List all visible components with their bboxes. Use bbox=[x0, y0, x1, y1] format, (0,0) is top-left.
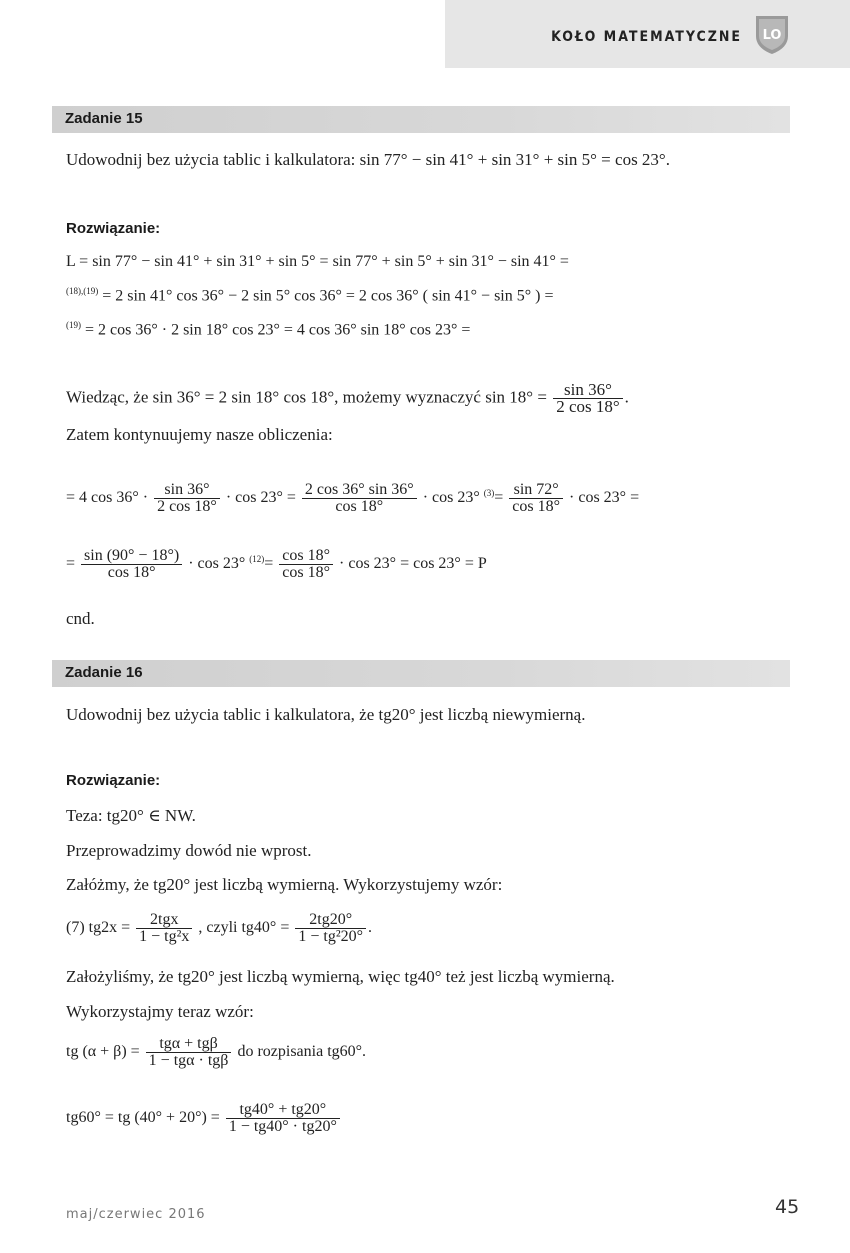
fraction: $\frac{2 \cos 36^\circ \sin 36^\circ}{\cos 18^\circ}$ bbox=[302, 482, 417, 515]
task-16-para-4: Wykorzystajmy teraz wzór: bbox=[66, 1002, 254, 1021]
task-16-para-3: Założyliśmy, że tg20° jest liczbą wymierną, więc tg40° też jest liczbą wymierną. bbox=[66, 967, 615, 986]
section-title: KOŁO MATEMATYCZNE bbox=[551, 29, 742, 45]
task-15-line-1: L = sin 77° − sin 41° + sin 31° + sin 5° = sin 77° + sin 5° + sin 31° − sin 41° = bbox=[66, 253, 569, 270]
task-15-equation-1: = 4 cos 36° · $\frac{\sin 36^\circ}{2 \cos 18^\circ}$ · cos 23° = $\frac{2 \cos 36^\circ \sin 36^\circ}{\cos 18^\circ}$ · cos 23° $^{(3)}$= $\frac{\sin 72^\circ}{\cos 18^\circ}$ · cos 23° = bbox=[66, 481, 640, 515]
task-16-thesis: Teza: tg20° ∈ NW. bbox=[66, 806, 196, 825]
fraction: $\frac{\text{tgα + tgβ}}{\text{1 − tgα · tgβ}}$ bbox=[146, 1036, 232, 1069]
fraction: $\frac{tg40^\circ + tg20^\circ}{1 - tg40^\circ \cdot tg20^\circ}$ bbox=[226, 1102, 340, 1135]
lo-shield-icon bbox=[752, 12, 792, 56]
task-15-line-3: $^{(19)}$ = 2 cos 36° · 2 sin 18° cos 23° = 4 cos 36° sin 18° cos 23° = bbox=[66, 320, 471, 339]
reference-mark: (3) bbox=[483, 487, 495, 498]
reference-mark: (18),(19) bbox=[66, 286, 99, 296]
task-15-solution-label: Rozwiązanie: bbox=[66, 220, 161, 237]
task-15-title: Zadanie 15 bbox=[65, 110, 143, 127]
fraction: $\frac{\sin 72^\circ}{\cos 18^\circ}$ bbox=[509, 482, 563, 515]
task-16-band bbox=[52, 660, 790, 687]
fraction: $\frac{\text{2tgx}}{\text{1 − tg²x}}$ bbox=[136, 912, 192, 945]
fraction: $\frac{\sin 36^\circ}{2 \cos 18^\circ}$ bbox=[154, 482, 220, 515]
fraction: $\frac{\sin 36^\circ}{2 \cos 18^\circ}$ bbox=[553, 382, 622, 415]
fraction: $\frac{\cos 18^\circ}{\cos 18^\circ}$ bbox=[279, 548, 333, 581]
task-15-knowing-line: Wiedząc, że sin 36° = 2 sin 18° cos 18°, możemy wyznaczyć sin 18° = $\frac{\sin 36^\circ}{2 \cos 18^\circ}$ . bbox=[66, 380, 629, 416]
task-15-statement: Udowodnij bez użycia tablic i kalkulatora: sin 77° − sin 41° + sin 31° + sin 5° = cos 23°. bbox=[66, 150, 670, 169]
task-16-para-1: Przeprowadzimy dowód nie wprost. bbox=[66, 841, 312, 860]
task-15-band bbox=[52, 106, 790, 133]
task-16-solution-label: Rozwiązanie: bbox=[66, 772, 161, 789]
task-16-formula-7: (7) tg2x = $\frac{\text{2tgx}}{\text{1 − tg²x}}$ , czyli tg40° = $\frac{2tg20^\circ}{\text{1 − tg²20°}}$ . bbox=[66, 911, 373, 945]
task-15-continue-line: Zatem kontynuujemy nasze obliczenia: bbox=[66, 425, 333, 444]
page-number: 45 bbox=[775, 1196, 800, 1218]
issue-date: maj/czerwiec 2016 bbox=[66, 1207, 206, 1222]
task-16-title: Zadanie 16 bbox=[65, 664, 143, 681]
task-16-sum-formula: tg (α + β) = $\frac{\text{tgα + tgβ}}{\text{1 − tgα · tgβ}}$ do rozpisania tg60°. bbox=[66, 1035, 367, 1069]
task-15-qed: cnd. bbox=[66, 609, 95, 628]
fraction: $\frac{2tg20^\circ}{\text{1 − tg²20°}}$ bbox=[295, 912, 366, 945]
fraction: $\frac{\sin (90^\circ - 18^\circ)}{\cos 18^\circ}$ bbox=[81, 548, 182, 581]
svg-text:LO: LO bbox=[762, 28, 782, 43]
task-16-tg60-formula: tg60° = tg (40° + 20°) = $\frac{tg40^\circ + tg20^\circ}{1 - tg40^\circ \cdot tg20^\circ}$ bbox=[66, 1102, 342, 1135]
reference-mark: (19) bbox=[66, 320, 81, 330]
reference-mark: (12) bbox=[249, 553, 265, 564]
task-16-statement: Udowodnij bez użycia tablic i kalkulatora, że tg20° jest liczbą niewymierną. bbox=[66, 705, 586, 724]
task-15-line-2: $^{(18),(19)}$ = 2 sin 41° cos 36° − 2 sin 5° cos 36° = 2 cos 36° ( sin 41° − sin 5° ) = bbox=[66, 286, 554, 305]
task-16-para-2: Załóżmy, że tg20° jest liczbą wymierną. Wykorzystujemy wzór: bbox=[66, 875, 503, 894]
task-15-equation-2: = $\frac{\sin (90^\circ - 18^\circ)}{\cos 18^\circ}$ · cos 23° $^{(12)}$= $\frac{\cos 18^\circ}{\cos 18^\circ}$ · cos 23° = cos 23° = P bbox=[66, 547, 487, 581]
